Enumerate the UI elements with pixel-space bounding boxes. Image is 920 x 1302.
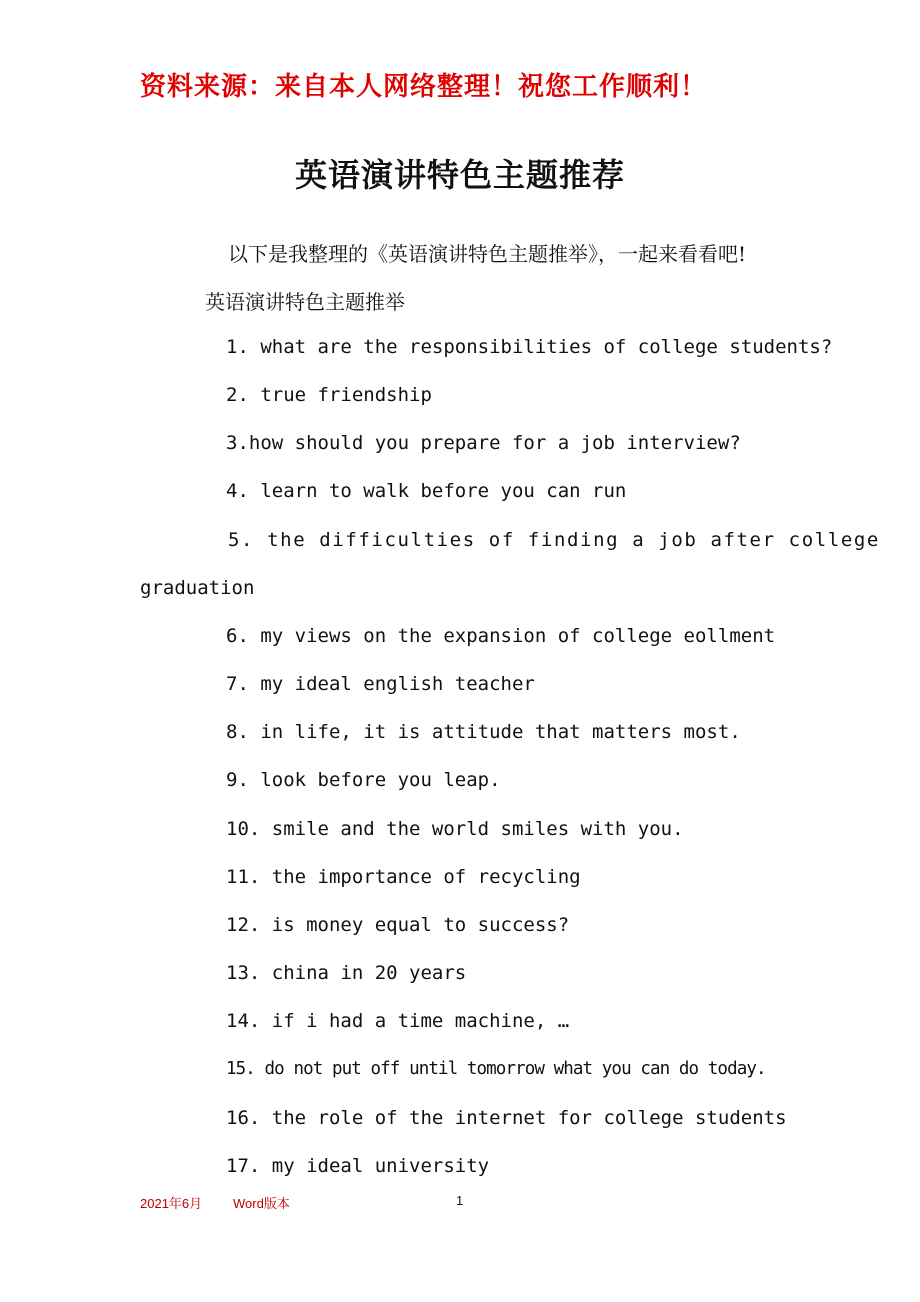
list-item: 11. the importance of recycling [226,866,581,888]
list-item: 16. the role of the internet for college students [226,1107,787,1129]
footer-version: Word版本 [233,1196,290,1211]
list-item: 10. smile and the world smiles with you. [226,818,684,840]
list-item: 1. what are the responsibilities of college students? [226,336,833,358]
section-subheading: 英语演讲特色主题推举 [205,290,405,314]
list-item: 5. the difficulties of finding a job after college [228,529,880,551]
list-item: 13. china in 20 years [226,962,467,984]
list-item: 9. look before you leap. [226,769,501,791]
list-item: 15. do not put off until tomorrow what you can do today. [226,1059,766,1079]
footer-date: 2021年6月 [140,1196,203,1211]
list-item: 8. in life, it is attitude that matters most. [226,721,741,743]
list-item: 12. is money equal to success? [226,914,570,936]
list-item: 2. true friendship [226,384,432,406]
list-item: 17. my ideal university [226,1155,490,1177]
list-item: 6. my views on the expansion of college eollment [226,625,776,647]
list-item: 7. my ideal english teacher [226,673,535,695]
page-number: 1 [456,1193,464,1208]
page-title: 英语演讲特色主题推荐 [294,156,625,194]
list-item-continuation: graduation [140,577,255,599]
list-item: 14. if i had a time machine, … [226,1010,570,1032]
list-item: 3.how should you prepare for a job interview? [226,432,741,454]
intro-paragraph: 以下是我整理的《英语演讲特色主题推举》，一起来看看吧! [228,242,747,266]
source-note: 资料来源：来自本人网络整理！祝您工作顺利！ [140,72,708,102]
list-item: 4. learn to walk before you can run [226,480,627,502]
